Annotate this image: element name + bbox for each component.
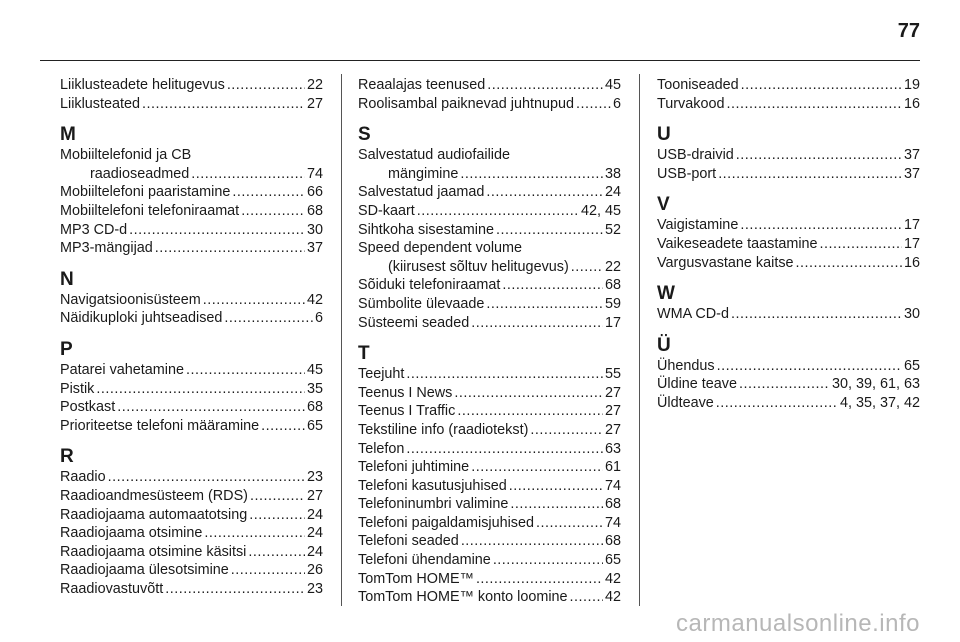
index-entry xyxy=(657,76,920,95)
dot-leader xyxy=(796,254,902,273)
dot-leader xyxy=(736,146,902,165)
index-entry-label: Raadioandmesüsteem (RDS) xyxy=(60,487,248,504)
dot-leader xyxy=(248,543,305,562)
dot-leader xyxy=(739,375,830,394)
index-entry-pages: 68 xyxy=(306,202,323,219)
dot-leader xyxy=(249,506,305,525)
index-entry-label: Telefoninumbri valimine xyxy=(358,496,509,513)
index-entry-pages: 37 xyxy=(306,240,323,257)
dot-leader xyxy=(108,468,305,487)
dot-leader xyxy=(186,361,305,380)
dot-leader xyxy=(487,76,603,95)
index-entry xyxy=(358,570,621,589)
index-entry-label: Telefoni juhtimine xyxy=(358,459,470,476)
index-entry-pages: 27 xyxy=(604,384,621,401)
index-entry-label: Süsteemi seaded xyxy=(358,314,470,331)
index-entry-pages: 30 xyxy=(903,306,920,323)
dot-leader xyxy=(203,291,305,310)
dot-leader xyxy=(457,402,603,421)
index-entry xyxy=(657,254,920,273)
index-entry-pages: 68 xyxy=(604,496,621,513)
index-letter-heading: S xyxy=(358,124,371,146)
dot-leader xyxy=(142,95,305,114)
index-entry-pages: 68 xyxy=(604,277,621,294)
index-entry xyxy=(60,580,323,599)
index-entry-label: Liiklusteadete helitugevus xyxy=(60,77,225,93)
index-entry-pages: 55 xyxy=(604,366,621,383)
dot-leader xyxy=(510,495,603,514)
index-entry-label: Sümbolite ülevaade xyxy=(358,295,485,312)
header-rule xyxy=(40,60,920,61)
index-entry-pages: 24 xyxy=(306,543,323,560)
dot-leader xyxy=(241,202,305,221)
dot-leader xyxy=(224,309,313,328)
index-entry-label: Teenus I News xyxy=(358,384,453,401)
index-entry-label: mängimine xyxy=(388,165,459,182)
index-entry-pages: 65 xyxy=(306,417,323,434)
index-entry xyxy=(60,221,323,240)
index-entry xyxy=(358,76,621,95)
index-entry-pages: 27 xyxy=(604,403,621,420)
index-entry xyxy=(60,239,323,258)
index-entry-label: Telefoni paigaldamisjuhised xyxy=(358,514,534,531)
index-entry-pages: 42 xyxy=(306,291,323,308)
index-entry-label: Telefon xyxy=(358,440,405,457)
index-entry xyxy=(358,458,621,477)
index-entry xyxy=(60,398,323,417)
index-entry xyxy=(60,165,323,184)
index-entry xyxy=(60,561,323,580)
index-entry-label: Raadiovastuvõtt xyxy=(60,580,164,597)
index-entry-head: Mobiiltelefonid ja CB xyxy=(60,147,192,164)
index-entry-label: TomTom HOME™ konto loomine xyxy=(358,589,568,606)
index-entry-pages: 17 xyxy=(604,314,621,331)
index-entry-pages: 17 xyxy=(903,217,920,234)
index-entry xyxy=(358,165,621,184)
dot-leader xyxy=(716,394,838,413)
index-entry-pages: 24 xyxy=(306,506,323,523)
index-entry-label: Postkast xyxy=(60,399,116,416)
index-entry-pages: 16 xyxy=(903,254,920,271)
index-entry-label: SD-kaart xyxy=(358,202,415,219)
dot-leader xyxy=(571,258,603,277)
index-entry xyxy=(60,380,323,399)
index-entry-pages: 6 xyxy=(612,95,621,112)
index-entry xyxy=(358,95,621,114)
index-entry-label: USB-port xyxy=(657,165,717,182)
index-entry-pages: 22 xyxy=(604,258,621,275)
index-entry-label: Vaikeseadete taastamine xyxy=(657,235,818,252)
index-letter-heading: Ü xyxy=(657,334,671,356)
index-entry-label: Roolisambal paiknevad juhtnupud xyxy=(358,95,575,112)
index-entry-pages: 65 xyxy=(604,552,621,569)
index-entry xyxy=(60,309,323,328)
index-entry-label: Ühendus xyxy=(657,357,715,374)
index-entry-head: Salvestatud audiofailide xyxy=(358,147,511,164)
index-entry xyxy=(60,76,323,95)
index-entry-pages: 37 xyxy=(903,147,920,164)
dot-leader xyxy=(570,588,603,607)
index-entry xyxy=(358,477,621,496)
index-entry-label: Raadiojaama automaatotsing xyxy=(60,506,248,523)
index-entry xyxy=(358,532,621,551)
index-entry-pages: 27 xyxy=(604,421,621,438)
index-entry-label: Sihtkoha sisestamine xyxy=(358,221,494,238)
watermark: carmanualsonline.info xyxy=(676,610,920,637)
index-entry-label: TomTom HOME™ xyxy=(358,570,474,587)
index-entry xyxy=(358,440,621,459)
index-entry xyxy=(657,235,920,254)
dot-leader xyxy=(261,417,305,436)
dot-leader xyxy=(406,365,603,384)
index-entry-pages: 42 xyxy=(604,589,621,606)
index-entry-label: Telefoni seaded xyxy=(358,533,459,550)
index-column-2 xyxy=(358,76,621,607)
index-entry-label: Vargusvastane kaitse xyxy=(657,254,794,271)
dot-leader xyxy=(461,532,603,551)
index-column-3 xyxy=(657,76,920,413)
index-entry xyxy=(60,524,323,543)
index-entry-pages: 45 xyxy=(604,77,621,93)
index-entry-pages: 26 xyxy=(306,562,323,579)
index-entry-pages: 61 xyxy=(604,459,621,476)
index-letter-heading: W xyxy=(657,283,675,305)
index-entry xyxy=(358,221,621,240)
index-entry-label: Teejuht xyxy=(358,366,405,383)
dot-leader xyxy=(204,524,305,543)
index-entry-label: USB-draivid xyxy=(657,147,734,164)
index-entry-pages: 74 xyxy=(604,477,621,494)
index-entry-pages: 22 xyxy=(306,77,323,93)
dot-leader xyxy=(471,458,603,477)
index-entry xyxy=(657,146,920,165)
index-entry-label: raadioseadmed xyxy=(90,165,190,182)
index-entry-label: Mobiiltelefoni paaristamine xyxy=(60,184,231,201)
index-entry xyxy=(358,421,621,440)
dot-leader xyxy=(232,183,305,202)
index-entry-pages: 30 xyxy=(306,221,323,238)
index-entry-label: Näidikuploki juhtseadised xyxy=(60,310,223,327)
index-entry-label: Reaalajas teenused xyxy=(358,77,486,93)
index-entry-pages: 6 xyxy=(314,310,323,327)
index-entry-label: Teenus I Traffic xyxy=(358,403,456,420)
dot-leader xyxy=(454,384,603,403)
index-entry-label: Salvestatud jaamad xyxy=(358,184,485,201)
index-entry xyxy=(657,375,920,394)
index-entry xyxy=(60,95,323,114)
index-entry xyxy=(657,357,920,376)
index-entry-pages: 16 xyxy=(903,95,920,112)
dot-leader xyxy=(486,295,603,314)
index-entry-pages: 37 xyxy=(903,165,920,182)
index-entry-label: Raadiojaama otsimine xyxy=(60,525,203,542)
index-entry-pages: 35 xyxy=(306,380,323,397)
index-entry-label: WMA CD-d xyxy=(657,306,729,323)
column-divider xyxy=(341,74,342,606)
index-entry xyxy=(657,216,920,235)
dot-leader xyxy=(496,221,603,240)
index-entry xyxy=(358,384,621,403)
index-entry-label: MP3-mängijad xyxy=(60,240,153,257)
dot-leader xyxy=(820,235,902,254)
index-entry xyxy=(358,551,621,570)
index-entry-label: Sõiduki telefoniraamat xyxy=(358,277,501,294)
dot-leader xyxy=(486,183,603,202)
index-entry xyxy=(358,402,621,421)
index-entry-label: Tekstiline info (raadiotekst) xyxy=(358,421,529,438)
index-entry-pages: 38 xyxy=(604,165,621,182)
index-entry-pages: 59 xyxy=(604,295,621,312)
index-entry xyxy=(358,588,621,607)
dot-leader xyxy=(117,398,305,417)
index-entry xyxy=(657,394,920,413)
index-entry xyxy=(358,495,621,514)
index-entry-label: Telefoni ühendamine xyxy=(358,552,491,569)
index-entry-pages: 66 xyxy=(306,184,323,201)
index-entry xyxy=(657,305,920,324)
index-entry-pages: 27 xyxy=(306,487,323,504)
index-entry-pages: 63 xyxy=(604,440,621,457)
index-entry-pages: 52 xyxy=(604,221,621,238)
dot-leader xyxy=(227,76,305,95)
index-entry-pages: 65 xyxy=(903,357,920,374)
index-letter-heading: M xyxy=(60,124,76,146)
index-entry xyxy=(358,314,621,333)
dot-leader xyxy=(502,276,603,295)
index-column-1 xyxy=(60,76,323,598)
index-letter-heading: U xyxy=(657,124,671,146)
index-entry-label: Turvakood xyxy=(657,95,725,112)
dot-leader xyxy=(165,580,305,599)
index-entry-head: Speed dependent volume xyxy=(358,240,523,257)
dot-leader xyxy=(417,202,579,221)
dot-leader xyxy=(471,314,603,333)
dot-leader xyxy=(155,239,305,258)
index-entry-label: Prioriteetse telefoni määramine xyxy=(60,417,260,434)
index-entry-pages: 23 xyxy=(306,580,323,597)
index-letter-heading: P xyxy=(60,338,73,360)
index-entry xyxy=(60,361,323,380)
index-entry-label: Raadiojaama ülesotsimine xyxy=(60,562,229,579)
index-entry-pages: 19 xyxy=(903,77,920,93)
index-entry-pages: 42 xyxy=(604,570,621,587)
index-entry-label: Mobiiltelefoni telefoniraamat xyxy=(60,202,240,219)
dot-leader xyxy=(231,561,305,580)
index-letter-heading: T xyxy=(358,343,370,365)
index-entry-pages: 74 xyxy=(604,514,621,531)
dot-leader xyxy=(726,95,902,114)
dot-leader xyxy=(493,551,603,570)
index-entry-label: Telefoni kasutusjuhised xyxy=(358,477,507,494)
index-entry xyxy=(358,514,621,533)
index-entry xyxy=(358,295,621,314)
dot-leader xyxy=(718,165,902,184)
index-entry xyxy=(60,183,323,202)
index-entry-pages: 24 xyxy=(604,184,621,201)
index-entry xyxy=(60,291,323,310)
index-entry-label: (kiirusest sõltuv helitugevus) xyxy=(388,258,569,275)
dot-leader xyxy=(191,165,305,184)
index-entry-pages: 30, 39, 61, 63 xyxy=(831,376,920,393)
dot-leader xyxy=(460,165,603,184)
index-entry-label: Liiklusteated xyxy=(60,95,140,112)
dot-leader xyxy=(536,514,603,533)
index-entry xyxy=(657,95,920,114)
index-entry-label: MP3 CD-d xyxy=(60,221,128,238)
index-letter-heading: V xyxy=(657,194,670,216)
index-entry xyxy=(60,202,323,221)
index-entry xyxy=(358,202,621,221)
index-entry-label: Raadiojaama otsimine käsitsi xyxy=(60,543,247,560)
index-entry xyxy=(60,417,323,436)
index-entry-pages: 42, 45 xyxy=(580,202,621,219)
page-number: 77 xyxy=(897,20,920,42)
dot-leader xyxy=(509,477,603,496)
index-entry-label: Pistik xyxy=(60,380,95,397)
dot-leader xyxy=(741,76,902,95)
dot-leader xyxy=(740,216,902,235)
index-entry-pages: 68 xyxy=(306,399,323,416)
index-entry xyxy=(358,258,621,277)
index-entry xyxy=(60,468,323,487)
dot-leader xyxy=(476,570,603,589)
index-entry-pages: 68 xyxy=(604,533,621,550)
index-entry-label: Patarei vahetamine xyxy=(60,361,184,378)
dot-leader xyxy=(530,421,603,440)
dot-leader xyxy=(406,440,603,459)
index-entry-pages: 4, 35, 37, 42 xyxy=(839,394,920,411)
dot-leader xyxy=(96,380,305,399)
index-entry-label: Tooniseaded xyxy=(657,77,739,93)
dot-leader xyxy=(717,357,902,376)
index-entry-label: Raadio xyxy=(60,469,106,486)
dot-leader xyxy=(731,305,902,324)
index-entry xyxy=(358,365,621,384)
index-entry xyxy=(60,487,323,506)
column-divider xyxy=(639,74,640,606)
index-entry-pages: 45 xyxy=(306,361,323,378)
index-entry-pages: 24 xyxy=(306,525,323,542)
index-letter-heading: R xyxy=(60,446,74,468)
index-entry-pages: 74 xyxy=(306,165,323,182)
dot-leader xyxy=(576,95,611,114)
index-entry xyxy=(60,506,323,525)
index-entry-pages: 23 xyxy=(306,469,323,486)
index-entry-label: Navigatsioonisüsteem xyxy=(60,291,201,308)
index-entry-pages: 27 xyxy=(306,95,323,112)
dot-leader xyxy=(129,221,305,240)
index-entry-label: Üldteave xyxy=(657,394,714,411)
index-entry-label: Vaigistamine xyxy=(657,217,739,234)
index-entry-label: Üldine teave xyxy=(657,376,737,393)
index-entry xyxy=(358,276,621,295)
index-entry xyxy=(657,165,920,184)
index-letter-heading: N xyxy=(60,268,74,290)
index-entry xyxy=(358,183,621,202)
index-entry-pages: 17 xyxy=(903,235,920,252)
index-entry xyxy=(60,543,323,562)
dot-leader xyxy=(250,487,305,506)
